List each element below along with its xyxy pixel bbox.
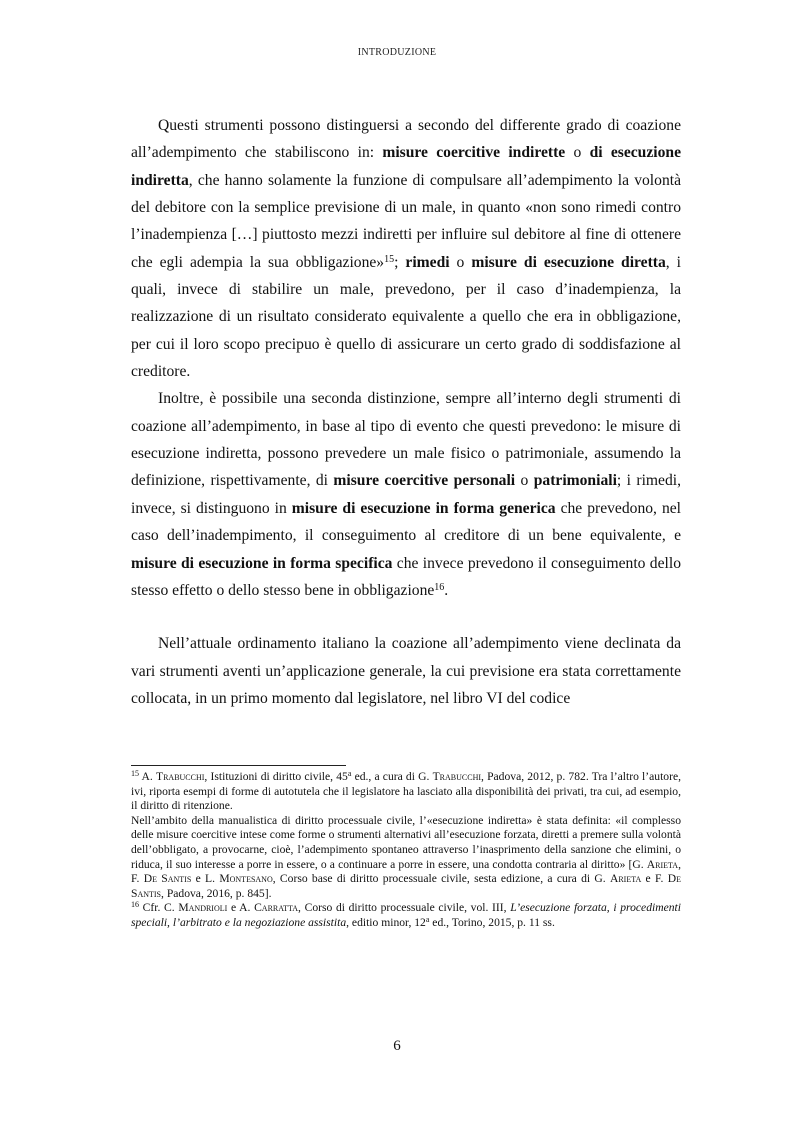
- page-number: 6: [393, 1038, 401, 1054]
- running-header: INTRODUZIONE: [357, 47, 437, 58]
- bold-term: misure di esecuzione in forma specifica: [131, 554, 393, 572]
- author-name: Trabucchi: [156, 770, 205, 783]
- footnote-15-continued: Nell’ambito della manualistica di diritto processuale civile, l’«esecuzione indiretta» è stata definita: «il complesso delle misure coercitive intese come forme o strumenti alternativi all’esecuzione forzata, diretti a premere sulla volontà dell’obbligato, a provocarne, cioè, l’adempimento spontaneo attraverso l’inasprimento della sanzione che elimini, o riduca, il suo interesse a porre in essere, o a continuare a porre in essere, una condotta contraria al diritto» [G. Arieta, F. De Santis e L. Montesano, Corso base di diritto processuale civile, sesta edizione, a cura di G. Arieta e F. De Santis, Padova, 2016, p. 845].: [131, 813, 681, 900]
- bold-term: rimedi: [405, 253, 450, 271]
- author-name: Trabucchi: [432, 770, 482, 783]
- bold-term: patrimoniali: [533, 472, 617, 490]
- bold-term: misure di esecuzione diretta: [471, 253, 666, 271]
- body-text: [131, 112, 681, 712]
- book-title: L’esecuzione forzata, i procedimenti speciali, l’arbitrato e la negoziazione assistita: [131, 901, 681, 929]
- author-name: Montesano: [219, 872, 273, 886]
- paragraph-1: Questi strumenti possono distinguersi a secondo del differente grado di coazione all’adempimento che stabiliscono in: misure coercitive indirette o di esecuzione indiretta, che hanno solamente la funzione di compulsare all’adempimento la volontà del debitore con la semplice previsione di un male, in quanto «non sono rimedi contro l’inadempienza […] piuttosto mezzi indiretti per influire sul debitore al fine di ottenere che egli adempia la sua obbligazione»$^{15}$; rimedi o misure di esecuzione diretta, i quali, invece di stabilire un male, prevedono, per il caso d’inadempienza, la realizzazione di un risultato considerato equivalente a quello che era in obbligazione, per cui il loro scopo precipuo è quello di assicurare un certo grado di soddisfazione al creditore.: [131, 117, 681, 381]
- author-name: Mandrioli: [178, 901, 228, 915]
- bold-term: misure di esecuzione in forma generica: [291, 499, 556, 517]
- paragraph-3: Nell’attuale ordinamento italiano la coazione all’adempimento viene declinata da vari strumenti aventi un’applicazione generale, la cui previsione era stata correttamente collocata, in un primo momento dal legislatore, nel libro VI del codice: [131, 635, 681, 707]
- footnote-16: $^{16}$ Cfr. C. Mandrioli e A. Carratta, Corso di diritto processuale civile, vol. III, L’esecuzione forzata, i procedimenti speciali, l’arbitrato e la negoziazione assistita, editio minor, 12$^a$ ed., Torino, 2015, p. 11 ss.: [131, 900, 681, 929]
- author-name: De Santis: [143, 872, 192, 886]
- footnote-separator: [131, 765, 346, 766]
- author-name: Arieta: [609, 872, 642, 886]
- bold-term: misure coercitive personali: [333, 472, 516, 490]
- author-name: Carratta: [254, 901, 299, 915]
- author-name: Arieta: [646, 857, 679, 871]
- bold-term: misure coercitive indirette: [382, 144, 566, 162]
- bold-term: di esecuzione indiretta: [131, 144, 681, 189]
- footnote-ref-15[interactable]: 15: [384, 253, 395, 265]
- footnote-number: 15: [131, 769, 139, 778]
- footnote-number: 16: [131, 900, 139, 910]
- footnotes: [131, 770, 681, 931]
- author-name: De Santis: [131, 872, 681, 900]
- paragraph-2: Inoltre, è possibile una seconda distinzione, sempre all’interno degli strumenti di coazione all’adempimento, in base al tipo di evento che questi prevedono: le misure di esecuzione indiretta, possono prevedere un male fisico o patrimoniale, assumendo la definizione, rispettivamente, di misure coercitive personali o patrimoniali; i rimedi, invece, si distinguono in misure di esecuzione in forma generica che prevedono, nel caso dell’inadempimento, il conseguimento al creditore di un bene equivalente, e misure di esecuzione in forma specifica che invece prevedono il conseguimento dello stesso effetto o dello stesso bene in obbligazione$^{16}$.: [131, 390, 681, 599]
- footnote-15: $^{15}$ A. Trabucchi, Istituzioni di diritto civile, 45$^a$ ed., a cura di G. Trabucchi, Padova, 2012, p. 782. Tra l’altro l’autore, ivi, riporta esempi di forme di autotutela che il legislatore ha lasciato alla disponibilità dei privati, tra cui, ad esempio, il diritto di ritenzione.: [131, 769, 682, 813]
- footnote-ref-16[interactable]: 16: [434, 581, 445, 593]
